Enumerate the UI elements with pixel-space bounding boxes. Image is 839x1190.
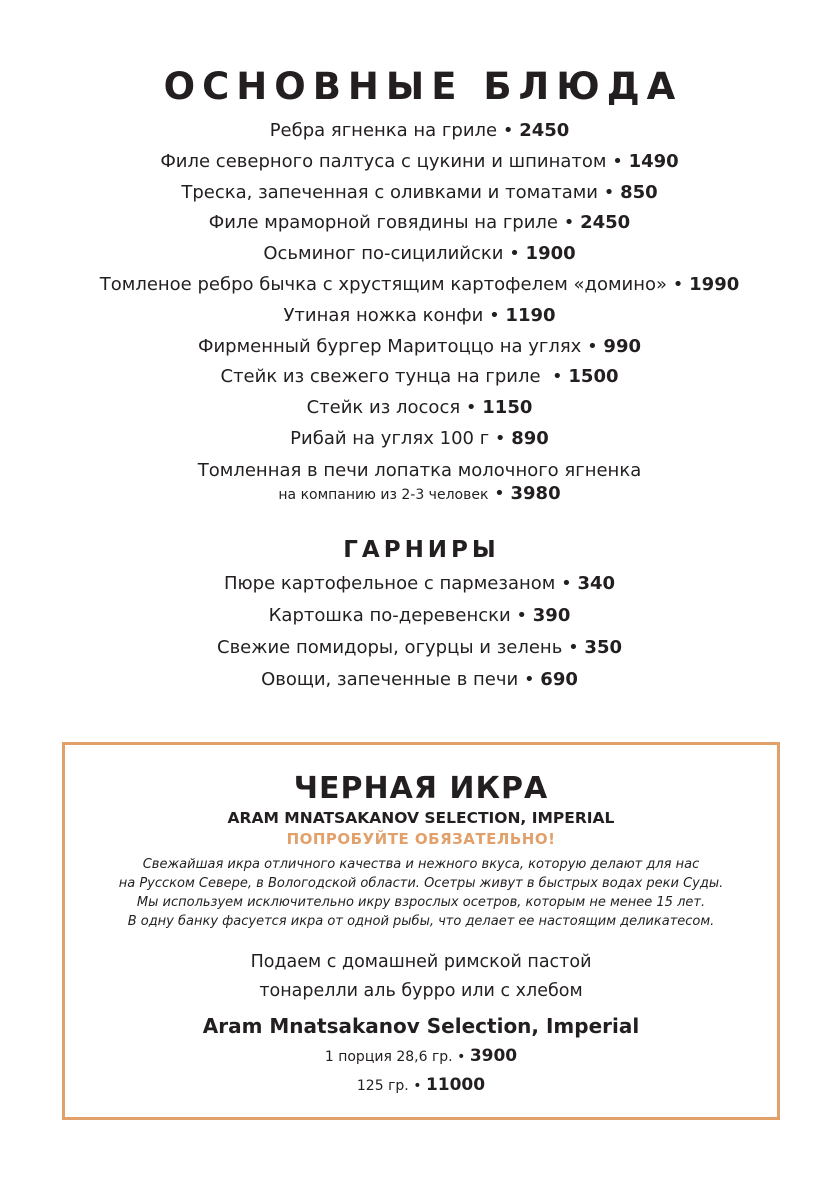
menu-item: [0, 270, 839, 301]
bullet-separator: •: [494, 427, 506, 449]
dish-name: Овощи, запеченные в печи: [261, 669, 519, 690]
menu-item: [0, 147, 839, 178]
portion-price: 11000: [425, 1075, 486, 1095]
portion-label: 1 порция 28,6 гр.: [324, 1049, 453, 1065]
bullet-separator: •: [457, 1049, 466, 1065]
bullet-separator: •: [465, 397, 477, 419]
dish-name: Фирменный бургер Маритоццо на углях: [197, 335, 582, 357]
dish-price: 1190: [505, 304, 556, 326]
dish-price: 1500: [568, 366, 619, 388]
dish-name: Треска, запеченная с оливками и томатами: [181, 181, 598, 203]
dish-price: 890: [511, 427, 549, 449]
menu-item: [0, 632, 839, 664]
bullet-separator: •: [552, 366, 563, 388]
menu-item: [0, 424, 839, 455]
caviar-brand: ARAM MNATSAKANOV SELECTION, IMPERIAL: [227, 809, 615, 827]
dish-price: 350: [584, 637, 622, 658]
description-line: Мы используем исключительно икру взрослых осетров, которым не менее 15 лет.: [136, 895, 706, 910]
dish-name: Томленое ребро бычка с хрустящим картофелем «домино»: [99, 273, 668, 295]
dish-name: Пюре картофельное с пармезаном: [223, 573, 556, 594]
dish-name: Филе мраморной говядины на гриле: [208, 212, 558, 234]
main-dishes-title: ОСНОВНЫЕ БЛЮДА: [163, 65, 683, 108]
dish-price: 1900: [525, 243, 576, 265]
caviar-recommendation: ПОПРОБУЙТЕ ОБЯЗАТЕЛЬНО!: [286, 830, 556, 848]
main-dishes-list: [0, 116, 839, 507]
dish-name: Утиная ножка конфи: [283, 304, 484, 326]
menu-item: [0, 178, 839, 209]
dish-name: Стейк из свежего тунца на гриле: [220, 366, 547, 388]
menu-item: [0, 568, 839, 600]
description-line: на Русском Севере, в Вологодской области. Осетры живут в быстрых водах реки Суды.: [118, 876, 724, 891]
bullet-separator: •: [489, 304, 500, 326]
caviar-serving: [65, 948, 777, 1006]
bullet-separator: •: [509, 243, 520, 265]
sides-list: [0, 568, 839, 696]
dish-price: 2450: [519, 120, 570, 141]
dish-name: Ребра ягненка на гриле: [269, 120, 498, 141]
menu-item: [0, 393, 839, 424]
menu-item-special: [0, 459, 839, 507]
caviar-product-name: Aram Mnatsakanov Selection, Imperial: [202, 1014, 640, 1038]
bullet-separator: •: [494, 482, 505, 504]
dish-price: 3980: [510, 482, 561, 504]
description-line: Свежайшая икра отличного качества и нежного вкуса, которую делают для нас: [142, 857, 700, 872]
menu-item: [0, 239, 839, 270]
dish-price: 2450: [580, 212, 631, 234]
menu-item: [0, 208, 839, 239]
dish-name: Свежие помидоры, огурцы и зелень: [217, 637, 563, 658]
dish-price: 1490: [628, 150, 679, 172]
serving-line: тонарелли аль бурро или с хлебом: [259, 981, 583, 1001]
menu-item: [0, 362, 839, 393]
dish-price: 990: [603, 335, 641, 357]
bullet-separator: •: [587, 335, 598, 357]
menu-item: [0, 116, 839, 147]
caviar-panel: [62, 742, 780, 1120]
description-line: В одну банку фасуется икра от одной рыбы, что делает ее настоящим деликатесом.: [127, 914, 715, 929]
dish-name: Томленная в печи лопатка молочного ягненка: [197, 459, 642, 481]
dish-note: на компанию из 2-3 человек: [278, 486, 489, 503]
menu-item: [0, 664, 839, 696]
bullet-separator: •: [568, 637, 579, 658]
dish-price: 850: [620, 181, 658, 203]
caviar-title: ЧЕРНАЯ ИКРА: [293, 771, 549, 806]
menu-item: [0, 332, 839, 363]
dish-name: Картошка по-деревенски: [268, 605, 511, 626]
dish-price: 690: [540, 669, 578, 690]
dish-name: Стейк из лосося: [306, 397, 461, 419]
dish-price: 1990: [689, 273, 740, 295]
caviar-description: [65, 855, 777, 931]
portion-row: [65, 1042, 777, 1071]
bullet-separator: •: [523, 669, 535, 690]
dish-name: Осьминог по-сицилийски: [263, 243, 504, 265]
menu-item: [0, 301, 839, 332]
bullet-separator: •: [413, 1078, 422, 1094]
dish-price: 390: [532, 605, 571, 626]
bullet-separator: •: [612, 150, 623, 172]
portion-price: 3900: [469, 1046, 518, 1066]
portion-row: [65, 1071, 777, 1100]
bullet-separator: •: [502, 120, 514, 141]
serving-line: Подаем с домашней римской пастой: [250, 952, 592, 972]
caviar-portions: [65, 1042, 777, 1100]
dish-price: 340: [577, 573, 616, 594]
bullet-separator: •: [672, 273, 684, 295]
sides-title: ГАРНИРЫ: [343, 537, 500, 563]
bullet-separator: •: [603, 181, 615, 203]
menu-item: [0, 600, 839, 632]
bullet-separator: •: [561, 573, 572, 594]
dish-price: 1150: [482, 397, 533, 419]
dish-name: Филе северного палтуса с цукини и шпинатом: [160, 150, 607, 172]
portion-label: 125 гр.: [356, 1078, 409, 1094]
bullet-separator: •: [516, 605, 528, 626]
bullet-separator: •: [563, 212, 575, 234]
dish-name: Рибай на углях 100 г: [290, 427, 490, 449]
